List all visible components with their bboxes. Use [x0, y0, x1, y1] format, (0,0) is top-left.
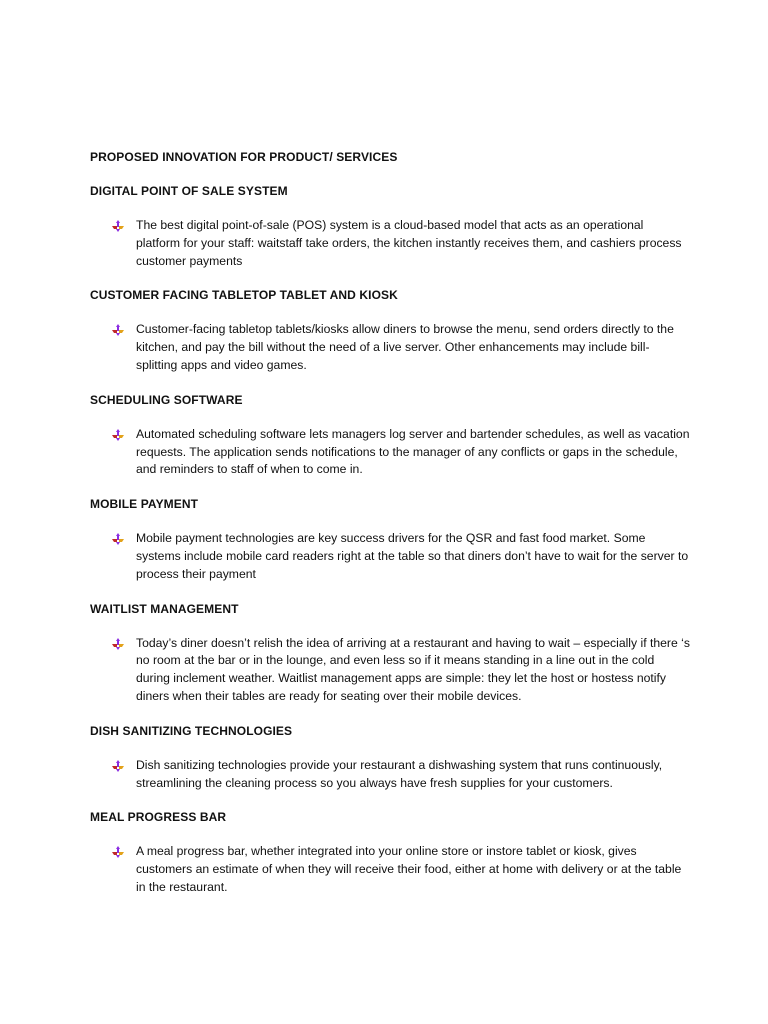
section-dish-sanitizing	[90, 724, 690, 793]
arrow-bullet-icon	[112, 760, 124, 772]
arrow-bullet-icon	[112, 220, 124, 232]
section-heading: MEAL PROGRESS BAR	[90, 810, 227, 825]
arrow-bullet-icon	[112, 638, 124, 650]
document-title: PROPOSED INNOVATION FOR PRODUCT/ SERVICES	[90, 150, 398, 164]
arrow-bullet-icon	[112, 324, 124, 336]
section-heading: DISH SANITIZING TECHNOLOGIES	[90, 723, 293, 738]
bullet-text: Customer-facing tabletop tablets/kiosks allow diners to browse the menu, send orders directly to the kitchen, and pay the bill without the need of a live server. Other enhancements may include bill-splitting apps and video games.	[136, 322, 674, 372]
bullet-text: Automated scheduling software lets managers log server and bartender schedules, as well as vacation requests. The application sends notifications to the manager of any conflicts or gaps in the schedule, and reminders to staff of when to come in.	[136, 426, 690, 477]
section-tabletop-tablet	[90, 288, 690, 374]
section-heading: WAITLIST MANAGEMENT	[90, 601, 239, 616]
section-mobile-payment	[90, 497, 690, 583]
bullet-item	[90, 217, 690, 270]
arrow-bullet-icon	[112, 429, 124, 441]
bullet-text: A meal progress bar, whether integrated into your online store or instore tablet or kiosk, gives customers an estimate of when they will receive their food, either at home with delivery or at the table in the restaurant.	[136, 844, 682, 894]
section-waitlist-management	[90, 602, 690, 706]
section-scheduling-software	[90, 393, 690, 479]
section-heading: CUSTOMER FACING TABLETOP TABLET AND KIOSK	[90, 288, 398, 303]
bullet-item	[90, 530, 690, 583]
bullet-item	[90, 843, 690, 896]
section-heading: DIGITAL POINT OF SALE SYSTEM	[90, 184, 288, 198]
bullet-text: Mobile payment technologies are key success drivers for the QSR and fast food market. Some systems include mobile card readers right at the table so that diners don’t have to wait for the server to process their payment	[136, 531, 689, 581]
arrow-bullet-icon	[112, 846, 124, 858]
section-heading: SCHEDULING SOFTWARE	[90, 392, 243, 407]
section-digital-pos	[90, 184, 690, 270]
bullet-item	[90, 757, 690, 793]
bullet-item	[90, 635, 690, 706]
document-content	[90, 150, 690, 915]
bullet-text: The best digital point-of-sale (POS) system is a cloud-based model that acts as an operational platform for your staff: waitstaff take orders, the kitchen instantly receives them, and cashiers process customer payments	[136, 218, 682, 268]
arrow-bullet-icon	[112, 533, 124, 545]
section-meal-progress-bar	[90, 810, 690, 896]
bullet-text: Today’s diner doesn’t relish the idea of arriving at a restaurant and having to wait – especially if there ‘s no room at the bar or in the lounge, and even less so if it means standing in a line out in the cold during inclement weather. Waitlist management apps are simple: they let the host or hostess notify diners when their tables are ready for seating over their mobile devices.	[136, 635, 690, 703]
bullet-text: Dish sanitizing technologies provide your restaurant a dishwashing system that runs continuously, streamlining the cleaning process so you always have fresh supplies for your customers.	[136, 757, 663, 790]
bullet-item	[90, 426, 690, 479]
bullet-item	[90, 321, 690, 374]
section-heading: MOBILE PAYMENT	[90, 497, 199, 512]
